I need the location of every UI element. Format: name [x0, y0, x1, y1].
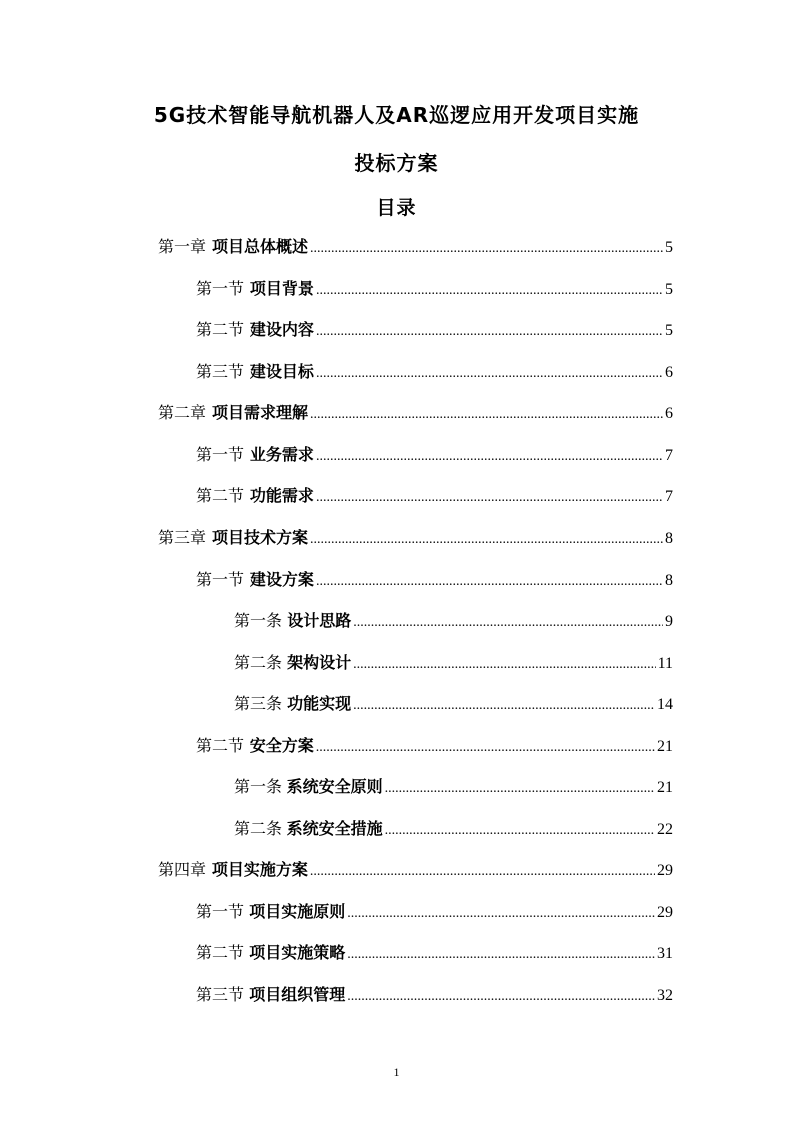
toc-page-number: 9	[665, 613, 673, 630]
toc-entry[interactable]	[196, 899, 673, 923]
toc-number: 第一节	[196, 445, 245, 464]
toc-leader	[353, 615, 663, 631]
toc-label: 系统安全原则	[286, 777, 383, 796]
toc-entry[interactable]	[234, 816, 673, 840]
toc-number: 第一章	[158, 237, 207, 256]
toc-number: 第二节	[196, 943, 245, 962]
toc-label: 项目实施方案	[211, 860, 308, 879]
toc-number: 第三章	[158, 528, 207, 547]
toc-leader	[316, 449, 663, 465]
toc-number: 第一节	[196, 902, 245, 921]
toc-leader	[310, 407, 663, 423]
toc-number: 第二条	[234, 653, 283, 672]
toc-label: 功能需求	[249, 486, 314, 505]
toc-entry[interactable]	[234, 774, 673, 798]
toc-entry[interactable]	[196, 317, 673, 341]
toc-label: 业务需求	[249, 445, 314, 464]
toc-leader	[353, 698, 655, 714]
toc-leader	[310, 532, 663, 548]
toc-number: 第四章	[158, 860, 207, 879]
toc-entry[interactable]	[234, 650, 673, 674]
toc-label: 安全方案	[249, 736, 314, 755]
toc-leader	[353, 657, 655, 673]
toc-page-number: 22	[657, 821, 673, 838]
toc-entry[interactable]	[196, 276, 673, 300]
toc-heading: 目录	[376, 197, 417, 219]
toc-number: 第一节	[196, 570, 245, 589]
toc-page-number: 21	[657, 738, 673, 755]
toc-label: 建设内容	[249, 320, 314, 339]
toc-entry[interactable]	[196, 982, 673, 1006]
toc-entry[interactable]	[158, 400, 673, 424]
toc-page-number: 5	[665, 239, 673, 256]
toc-number: 第三节	[196, 362, 245, 381]
toc-leader	[316, 324, 663, 340]
toc-leader	[310, 864, 655, 880]
toc-number: 第二节	[196, 736, 245, 755]
toc-label: 系统安全措施	[286, 819, 383, 838]
toc-leader	[316, 490, 663, 506]
toc-label: 项目实施原则	[249, 902, 346, 921]
toc-entry[interactable]	[234, 691, 673, 715]
toc-leader	[316, 740, 655, 756]
toc-page-number: 7	[665, 447, 673, 464]
toc-page-number: 8	[665, 530, 673, 547]
toc-label: 项目背景	[249, 279, 314, 298]
toc-page-number: 32	[657, 987, 673, 1004]
toc-page-number: 14	[657, 696, 673, 713]
toc-number: 第三节	[196, 985, 245, 1004]
toc-entry[interactable]	[196, 567, 673, 591]
toc-label: 建设目标	[249, 362, 314, 381]
toc-page-number: 11	[657, 655, 673, 672]
toc-leader	[316, 283, 663, 299]
toc-number: 第三条	[234, 694, 283, 713]
toc-label: 项目总体概述	[212, 237, 309, 256]
toc-page-number: 8	[665, 572, 673, 589]
toc-entry[interactable]	[196, 442, 673, 466]
document-title-line-1: 5G技术智能导航机器人及AR巡逻应用开发项目实施	[153, 103, 640, 127]
toc-page-number: 6	[665, 364, 673, 381]
toc-leader	[316, 574, 663, 590]
toc-page-number: 5	[665, 322, 673, 339]
toc-label: 建设方案	[249, 570, 314, 589]
toc-label: 功能实现	[287, 694, 352, 713]
toc-number: 第二条	[234, 819, 283, 838]
toc-leader	[310, 241, 663, 257]
toc-entry[interactable]	[196, 359, 673, 383]
toc-page-number: 6	[665, 405, 673, 422]
toc-number: 第一节	[196, 279, 245, 298]
toc-number: 第一条	[234, 611, 283, 630]
toc-page-number: 29	[657, 862, 673, 879]
toc-entry[interactable]	[196, 733, 673, 757]
toc-page-number: 5	[665, 281, 673, 298]
toc-page-number: 21	[657, 779, 673, 796]
document-title-line-2: 投标方案	[354, 151, 439, 175]
toc-label: 项目技术方案	[212, 528, 309, 547]
toc-label: 项目组织管理	[249, 985, 346, 1004]
toc-number: 第二节	[196, 486, 245, 505]
toc-entry[interactable]	[158, 525, 673, 549]
toc-label: 项目需求理解	[212, 403, 309, 422]
toc-number: 第二章	[158, 403, 207, 422]
toc-entry[interactable]	[234, 608, 673, 632]
toc-leader	[347, 906, 655, 922]
toc-entry[interactable]	[158, 234, 673, 258]
page-number-footer: 1	[393, 1065, 400, 1079]
toc-entry[interactable]	[196, 940, 673, 964]
toc-page-number: 7	[665, 488, 673, 505]
toc-leader	[316, 366, 663, 382]
toc-leader	[385, 823, 655, 839]
toc-label: 项目实施策略	[249, 943, 346, 962]
toc-leader	[347, 989, 655, 1005]
toc-entry[interactable]	[196, 483, 673, 507]
toc-page-number: 29	[657, 904, 673, 921]
toc-leader	[385, 781, 655, 797]
toc-page-number: 31	[657, 945, 673, 962]
toc-label: 设计思路	[287, 611, 352, 630]
toc-leader	[347, 947, 655, 963]
toc-label: 架构设计	[287, 653, 352, 672]
toc-entry[interactable]	[158, 857, 673, 881]
toc-number: 第一条	[234, 777, 283, 796]
toc-number: 第二节	[196, 320, 245, 339]
